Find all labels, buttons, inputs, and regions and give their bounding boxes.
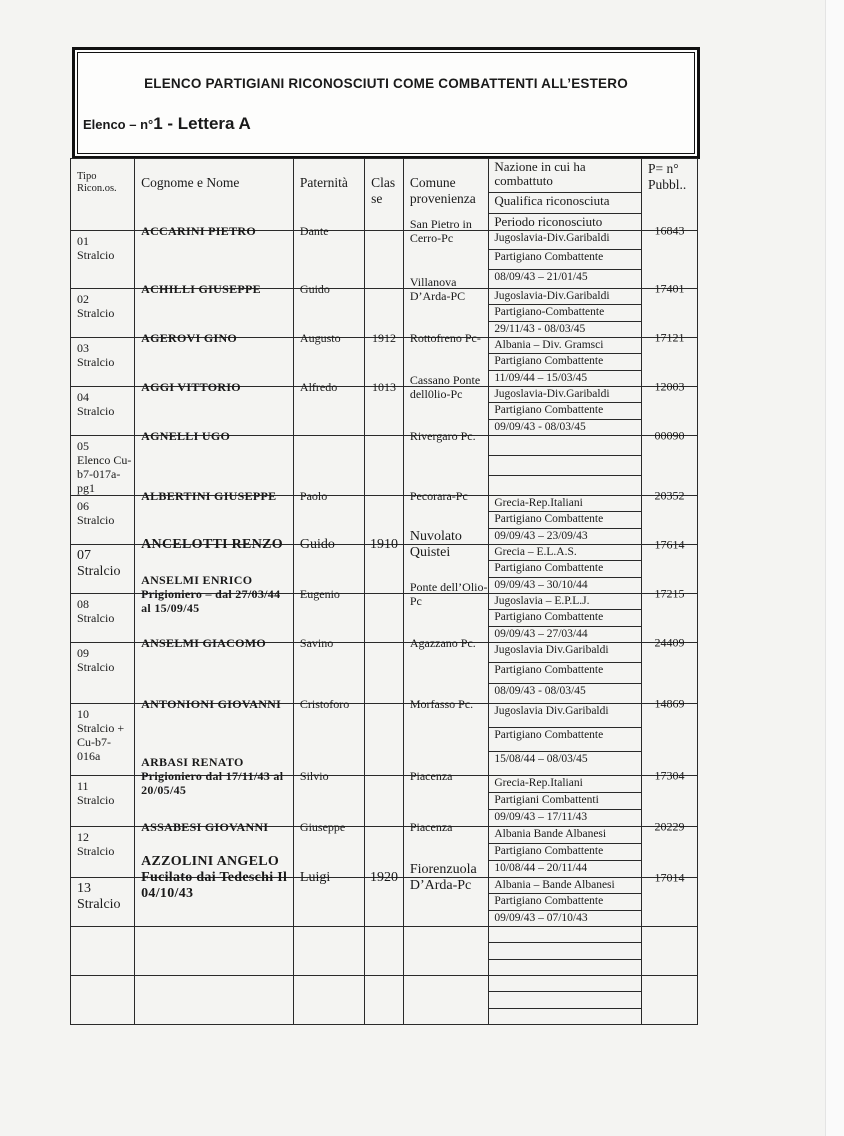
row-nome: AGGI VITTORIO [141,380,241,394]
empty-cell [71,976,135,1025]
row-nazione: Albania – Bande Albanesi [489,878,641,894]
empty-cell [642,976,698,1025]
row-comune: Villanova D’Arda-PC [409,275,466,303]
row-tipo [71,436,134,495]
row-number: 08 [77,597,89,611]
row-nome: ANSELMI ENRICO Prigioniero – dal 27/03/44 al 15/09/45 [141,573,281,615]
cell-tipo [71,545,135,594]
row-number: 05 [77,439,89,453]
row-pubbl: 17304 [654,768,685,783]
row-nome: ACHILLI GIUSEPPE [141,282,261,296]
row-tipo-text: Stralcio [77,897,121,912]
cell-nazione-group [489,827,642,878]
row-pubbl: 14869 [654,696,685,711]
cell-classe [365,231,404,289]
cell-paternita [293,870,364,927]
row-tipo-text: Stralcio + Cu-b7-016a [77,721,125,763]
row-number: 04 [77,390,89,404]
row-periodo: 09/09/43 - 08/03/45 [494,420,586,433]
cell-nazione-group [489,776,642,827]
cell-classe [365,704,404,776]
cell-paternita [293,436,364,496]
row-nome: ANSELMI GIACOMO [141,636,266,650]
row-qualifica: Partigiano-Combattente [489,305,641,321]
cell-tipo [71,387,135,436]
row-pubbl: 12003 [654,379,685,394]
empty-subcell [489,927,641,943]
header-nazione-group [489,159,642,231]
row-tipo [71,496,134,527]
cell-classe [365,436,404,496]
row-number: 01 [77,234,89,248]
row-number: 09 [77,646,89,660]
table-row [71,436,698,496]
header-tipo: Tipo Ricon.os. [71,159,135,231]
row-tipo-text: Stralcio [77,793,115,807]
cell-tipo [71,338,135,387]
cell-nazione-group [489,436,642,496]
row-nazione: Jugoslavia-Div.Garibaldi [489,289,641,305]
row-pubbl: 20352 [654,488,685,503]
row-qualifica: Partigiano Combattente [489,663,641,683]
header-paternita: Paternità [293,159,364,231]
row-tipo [71,231,134,262]
row-nome: ARBASI RENATO Prigioniero dal 17/11/43 al 20/05/45 [141,755,284,797]
row-nazione: Jugoslavia Div.Garibaldi [489,704,641,728]
cell-paternita [293,769,364,827]
empty-cell [293,927,364,976]
empty-cell [71,927,135,976]
row-nome: ACCARINI PIETRO [141,224,256,238]
row-qualifica: Partigiano Combattente [489,512,641,528]
row-tipo [71,594,134,625]
row-paternita: Paolo [299,489,328,503]
row-nazione: Grecia-Rep.Italiani [489,496,641,512]
row-pubbl: 16843 [654,223,685,238]
row-classe: 1910 [369,537,398,552]
cell-paternita [293,224,364,289]
cell-classe [365,776,404,827]
row-number: 11 [77,779,89,793]
row-nome: ANTONIONI GIOVANNI [141,697,282,711]
empty-cell [489,927,642,976]
row-number: 07 [77,548,91,563]
row-pubbl: 17215 [654,586,685,601]
row-comune: San Pietro in Cerro-Pc [409,217,472,245]
cell-nazione-group [489,387,642,436]
row-tipo [71,776,134,807]
row-nazione [489,436,641,456]
row-tipo [71,289,134,320]
row-paternita: Cristoforo [299,697,350,711]
row-comune: Rottofreno Pc- [409,331,481,345]
row-tipo-text: Stralcio [77,660,115,674]
cell-pubbl [642,870,698,927]
header-qualifica: Qualifica riconosciuta [489,193,641,214]
cell-tipo [71,704,135,776]
row-tipo-text: Stralcio [77,564,121,579]
row-qualifica [489,456,641,476]
row-periodo: 10/08/44 – 20/11/44 [494,862,588,874]
row-paternita: Alfredo [299,380,338,394]
row-number: 03 [77,341,89,355]
row-tipo-text: Stralcio [77,306,115,320]
row-tipo-text: Stralcio [77,248,115,262]
row-nome: ASSABESI GIOVANNI [141,820,269,834]
cell-classe [365,537,404,594]
cell-nazione-group [489,545,642,594]
cell-nome [135,429,294,496]
cell-comune [403,636,489,704]
cell-tipo [71,878,135,927]
subtitle-number: 1 - Lettera A [153,114,251,133]
row-qualifica: Partigiano Combattente [489,728,641,752]
cell-classe [365,643,404,704]
cell-paternita [293,380,364,436]
row-periodo [489,476,641,495]
row-nazione: Grecia-Rep.Italiani [489,776,641,793]
row-qualifica: Partigiano Combattente [489,354,641,370]
row-periodo: 09/09/43 – 30/10/44 [494,578,588,591]
cell-nome [135,636,294,704]
row-qualifica: Partigiano Combattente [489,610,641,626]
row-nome: ALBERTINI GIUSEPPE [141,489,277,503]
row-comune: Piacenza [409,820,453,834]
empty-row [71,976,698,1025]
table-header-row [71,159,698,231]
row-comune: Piacenza [409,769,453,783]
row-pubbl: 20229 [654,819,685,834]
empty-cell [642,927,698,976]
cell-comune [403,429,489,496]
empty-cell [293,976,364,1025]
row-nome: AGNELLI UGO [141,429,231,443]
row-pubbl: 24409 [654,635,685,650]
table-row [71,643,698,704]
cell-classe [365,380,404,436]
row-qualifica: Partigiano Combattente [489,250,641,269]
cell-comune [403,862,489,927]
row-comune: Pecorara-Pc [409,489,468,503]
empty-cell [403,976,489,1025]
row-number: 02 [77,292,89,306]
cell-nome [135,224,294,289]
row-periodo: 09/09/43 – 23/09/43 [494,529,588,542]
row-qualifica: Partigiano Combattente [489,894,641,910]
row-periodo: 15/08/44 – 08/03/45 [494,753,588,765]
row-periodo: 08/09/43 – 21/01/45 [494,270,588,283]
partisan-table [70,158,698,1025]
row-number: 10 [77,707,89,721]
row-tipo-text: Stralcio [77,844,115,858]
cell-tipo [71,231,135,289]
empty-cell [365,976,404,1025]
empty-cell [489,976,642,1025]
row-periodo: 09/09/43 – 17/11/43 [494,811,588,823]
row-comune: Cassano Ponte dell0lio-Pc [409,373,481,401]
row-comune: Fiorenzuola D’Arda-Pc [409,862,477,893]
row-tipo-text: Stralcio [77,404,115,418]
row-nome: AGEROVI GINO [141,331,238,345]
cell-nazione-group [489,338,642,387]
empty-subcell [489,976,641,992]
header-box [72,47,700,159]
row-comune: Agazzano Pc. [409,636,476,650]
header-nome: Cognome e Nome [135,159,294,231]
cell-tipo [71,827,135,878]
header-periodo: Periodo riconosciuto [494,214,603,229]
header-nazione: Nazione in cui ha combattuto [489,159,641,193]
cell-nome [135,854,294,927]
row-number: 13 [77,881,91,896]
row-periodo: 09/09/43 – 07/10/43 [494,911,588,924]
row-comune: Rivergaro Pc. [409,429,476,443]
cell-nazione-group [489,704,642,776]
row-paternita: Eugenio [299,587,340,601]
row-nome: ANCELOTTI RENZO [141,537,283,552]
row-tipo-text: Elenco Cu-b7-017a-pg1 [77,453,132,495]
row-pubbl: 17401 [654,281,685,296]
cell-nazione-group [489,643,642,704]
row-paternita: Guido [299,282,330,296]
empty-cell [135,976,294,1025]
empty-row [71,927,698,976]
row-classe: 1013 [371,380,396,394]
empty-subcell [489,1009,641,1024]
cell-pubbl [642,428,698,496]
cell-nome [135,755,294,827]
row-nazione: Jugoslavia Div.Garibaldi [489,643,641,663]
row-paternita: Silvio [299,769,329,783]
cell-comune [403,769,489,827]
row-periodo: 08/09/43 - 08/03/45 [494,684,586,697]
cell-pubbl [642,696,698,776]
empty-subcell [489,960,641,975]
row-number: 12 [77,830,89,844]
row-qualifica: Partigiano Combattente [489,844,641,861]
row-tipo [71,827,134,858]
row-nazione: Grecia – E.L.A.S. [489,545,641,561]
cell-nazione-group [489,289,642,338]
row-tipo-text: Stralcio [77,513,115,527]
table-row [71,878,698,927]
row-tipo-text: Stralcio [77,355,115,369]
document-title: ELENCO PARTIGIANI RICONOSCIUTI COME COMBATTENTI ALL’ESTERO [144,76,628,91]
cell-tipo [71,776,135,827]
row-paternita: Giuseppe [299,820,346,834]
subtitle-prefix: Elenco – n° [83,117,154,132]
row-qualifica: Partigiano Combattente [489,403,641,419]
cell-paternita [293,697,364,776]
row-comune: Morfasso Pc. [409,697,474,711]
table-row [71,231,698,289]
empty-subcell [489,943,641,959]
row-tipo-text: Stralcio [77,611,115,625]
row-periodo: 09/09/43 – 27/03/44 [494,627,588,640]
cell-pubbl [642,635,698,704]
row-periodo: 29/11/43 - 08/03/45 [494,322,586,335]
row-tipo [71,545,134,580]
row-periodo: 11/09/44 – 15/03/45 [494,371,588,384]
cell-tipo [71,289,135,338]
header-comune: Comune provenienza [403,159,489,231]
row-tipo [71,387,134,418]
cell-classe [365,594,404,643]
row-pubbl: 17014 [654,870,685,885]
cell-pubbl [642,223,698,289]
row-paternita: Guido [299,537,335,552]
cell-nazione-group [489,231,642,289]
row-pubbl: 00090 [654,428,685,443]
cell-comune [403,697,489,776]
row-nazione: Jugoslavia – E.P.L.J. [489,594,641,610]
row-paternita: Dante [299,224,329,238]
row-nazione: Albania – Div. Gramsci [489,338,641,354]
cell-nazione-group [489,878,642,927]
row-comune: Ponte dell’Olio-Pc [409,580,488,608]
row-pubbl: 17614 [654,537,685,552]
cell-tipo [71,436,135,496]
row-tipo [71,878,134,913]
cell-tipo [71,594,135,643]
row-paternita: Luigi [299,870,331,885]
row-tipo [71,643,134,674]
scan-edge [825,0,844,1136]
row-paternita: Savino [299,636,334,650]
empty-subcell [489,992,641,1008]
cell-tipo [71,496,135,545]
empty-cell [365,927,404,976]
row-tipo [71,338,134,369]
row-nome: AZZOLINI ANGELO Fucilato dai Tedeschi Il 04/10/43 [141,854,288,901]
row-number: 06 [77,499,89,513]
row-qualifica: Partigiani Combattenti [489,793,641,810]
row-pubbl: 17121 [654,330,685,345]
empty-cell [403,927,489,976]
header-pubbl: P= n° Pubbl.. [642,159,698,231]
cell-nazione-group [489,496,642,545]
row-classe: 1912 [371,331,396,345]
table-row [71,776,698,827]
header-classe: Clas se [365,159,404,231]
document-subtitle [83,114,251,134]
cell-tipo [71,643,135,704]
cell-nazione-group [489,594,642,643]
row-nazione: Jugoslavia-Div.Garibaldi [489,231,641,250]
row-nazione: Albania Bande Albanesi [489,827,641,844]
row-tipo [71,704,134,763]
row-qualifica: Partigiano Combattente [489,561,641,577]
row-comune: Nuvolato Quistei [409,529,462,560]
cell-paternita [293,636,364,704]
row-nazione: Jugoslavia-Div.Garibaldi [489,387,641,403]
empty-cell [135,927,294,976]
row-paternita: Augusto [299,331,341,345]
row-classe: 1920 [369,870,398,885]
cell-classe [365,870,404,927]
